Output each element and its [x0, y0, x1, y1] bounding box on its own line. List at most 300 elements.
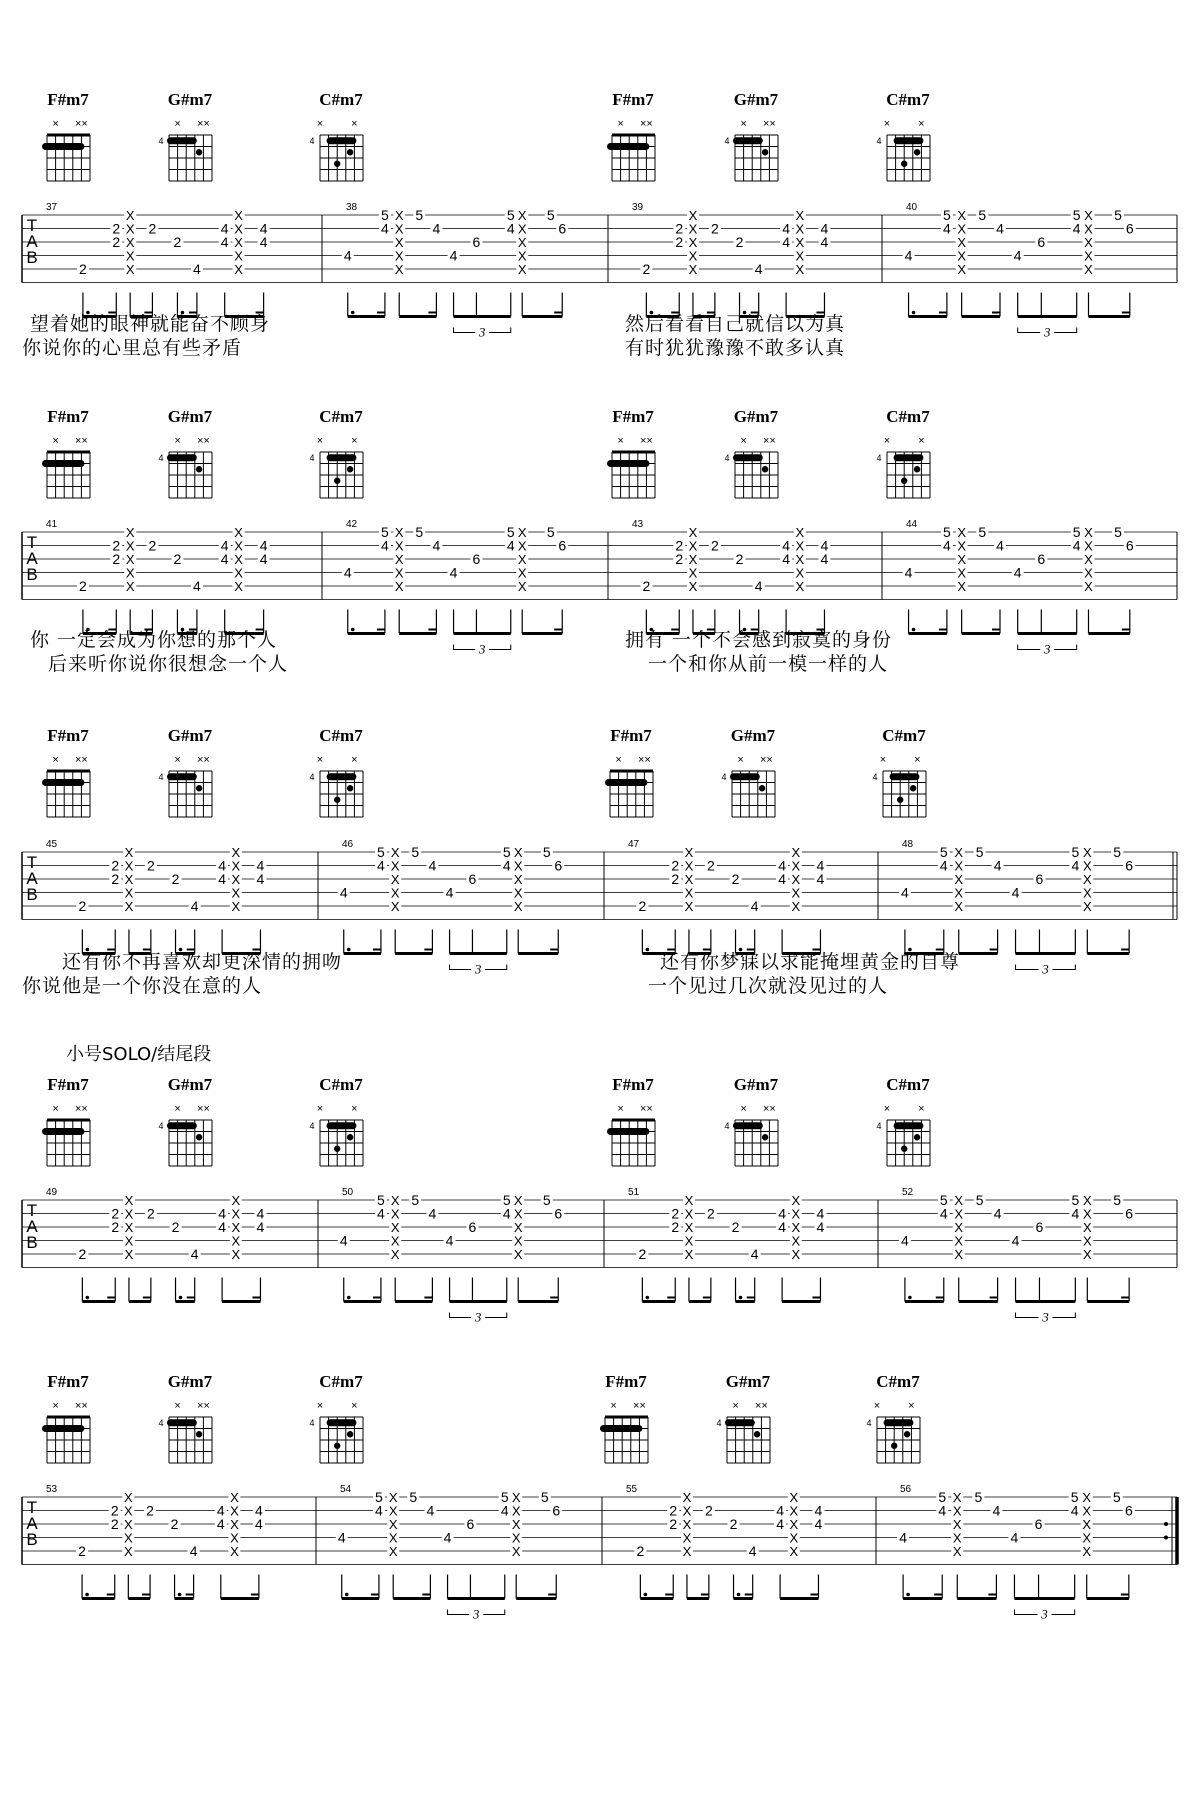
finger-dot — [754, 1431, 760, 1437]
tab-fret-number: 6 — [554, 857, 563, 874]
tab-fret-number: 5 — [540, 1489, 549, 1505]
tab-fret-number: 4 — [1013, 564, 1022, 581]
chord-name: C#m7 — [886, 407, 930, 426]
tab-fret-number: 4 — [782, 234, 790, 250]
tab-muted-stroke: X — [795, 552, 805, 567]
tab-fret-number: 2 — [710, 220, 719, 237]
muted-string-mark: × — [615, 754, 622, 766]
tab-muted-stroke: X — [684, 1193, 694, 1208]
tab-fret-number: 5 — [411, 844, 420, 860]
lyric-line: 望着她的眼神就能奋不顾身 — [30, 313, 271, 335]
muted-string-mark: × — [617, 118, 624, 130]
tab-fret-number: 4 — [1011, 1232, 1020, 1249]
tab-muted-stroke: X — [957, 262, 966, 277]
tab-fret-number: 4 — [256, 871, 265, 887]
dot-rhythm — [646, 1296, 650, 1300]
tab-fret-number: 4 — [220, 537, 229, 554]
barre-dot — [42, 143, 84, 150]
lyric-line: 后来听你说你很想念一个人 — [48, 653, 289, 675]
tab-fret-number: 2 — [729, 1516, 738, 1532]
tab-muted-stroke: X — [513, 1206, 523, 1222]
tab-muted-stroke: X — [791, 899, 801, 914]
finger-dot — [347, 785, 353, 791]
tab-muted-stroke: X — [124, 872, 134, 887]
muted-string-mark: ×× — [754, 1400, 768, 1412]
bar-number: 55 — [626, 1484, 638, 1495]
tab-fret-number: 4 — [814, 1502, 823, 1519]
chord-grid — [47, 1417, 90, 1463]
bar-number: 41 — [46, 519, 58, 530]
tab-fret-number: 2 — [735, 551, 744, 567]
muted-string-mark: ×× — [762, 1103, 776, 1115]
tab-fret-number: 5 — [975, 1192, 984, 1208]
muted-string-mark: ×× — [639, 118, 653, 130]
tab-muted-stroke: X — [513, 872, 523, 887]
tab-muted-stroke: X — [688, 525, 698, 540]
tab-fret-number: 5 — [502, 1192, 511, 1208]
tab-muted-stroke: X — [688, 552, 698, 567]
barre-dot — [607, 143, 649, 150]
muted-string-mark: ×× — [196, 1103, 210, 1115]
tab-muted-stroke: X — [123, 1530, 133, 1546]
finger-dot — [762, 466, 768, 472]
tab-muted-stroke: X — [517, 579, 527, 594]
tab-fret-number: 2 — [710, 537, 719, 554]
tab-fret-number: 4 — [502, 857, 511, 874]
muted-string-mark: × — [174, 1103, 181, 1115]
tab-muted-stroke: X — [231, 858, 241, 874]
tab-fret-number: 2 — [112, 234, 121, 250]
tab-fret-number: 2 — [110, 1502, 119, 1519]
tab-fret-number: 4 — [754, 261, 763, 277]
tab-fret-number: 2 — [112, 220, 121, 237]
tab-fret-number: 4 — [343, 564, 352, 581]
fret-number: 4 — [158, 1418, 164, 1428]
tab-clef-letter: B — [26, 1530, 38, 1549]
tab-muted-stroke: X — [1082, 1193, 1092, 1208]
tab-muted-stroke: X — [517, 525, 527, 540]
tab-muted-stroke: X — [952, 1490, 962, 1505]
tab-muted-stroke: X — [517, 538, 527, 554]
tab-muted-stroke: X — [390, 885, 400, 901]
muted-string-mark: × — [883, 1103, 891, 1115]
tab-muted-stroke: X — [954, 899, 964, 914]
tab-clef-letter: A — [26, 1514, 38, 1533]
bar-number: 54 — [340, 1484, 352, 1495]
chord-name: C#m7 — [886, 1075, 930, 1094]
tab-muted-stroke: X — [394, 262, 404, 277]
tab-fret-number: 4 — [782, 220, 790, 237]
tab-muted-stroke: X — [791, 1233, 801, 1249]
chord-grid — [47, 1120, 90, 1166]
bar-number: 46 — [342, 839, 354, 850]
tab-muted-stroke: X — [390, 1220, 400, 1235]
tab-fret-number: 2 — [148, 220, 157, 237]
muted-string-mark: × — [174, 435, 181, 447]
muted-string-mark: × — [174, 118, 181, 130]
barre-dot — [167, 454, 197, 461]
tab-muted-stroke: X — [954, 1220, 964, 1235]
finger-dot — [196, 149, 202, 155]
tab-muted-stroke: X — [957, 538, 966, 554]
muted-string-mark: × — [883, 435, 891, 447]
muted-string-mark: × — [740, 1103, 747, 1115]
tab-fret-number: 2 — [642, 261, 651, 277]
tab-fret-number: 6 — [468, 871, 477, 887]
tab-muted-stroke: X — [1082, 1544, 1092, 1559]
tab-muted-stroke: X — [123, 1544, 133, 1559]
fret-number: 4 — [309, 772, 315, 782]
tab-muted-stroke: X — [511, 1517, 521, 1532]
finger-dot — [891, 1443, 897, 1449]
tab-fret-number: 4 — [778, 857, 786, 874]
tab-fret-number: 4 — [750, 898, 759, 914]
muted-string-mark: × — [737, 754, 744, 766]
tab-muted-stroke: X — [125, 579, 135, 594]
tab-fret-number: 2 — [638, 898, 647, 914]
tab-fret-number: 4 — [1072, 220, 1081, 237]
tab-fret-number: 6 — [468, 1219, 477, 1235]
finger-dot — [762, 149, 768, 155]
tab-muted-stroke: X — [1082, 872, 1092, 887]
tab-muted-stroke: X — [234, 262, 243, 277]
tab-muted-stroke: X — [682, 1490, 692, 1505]
tab-muted-stroke: X — [394, 525, 404, 540]
finger-dot — [334, 478, 340, 484]
tab-muted-stroke: X — [234, 248, 243, 264]
tab-fret-number: 4 — [943, 537, 951, 554]
tab-fret-number: 4 — [259, 234, 268, 250]
muted-string-mark: × — [316, 118, 324, 130]
dot-rhythm — [737, 1593, 741, 1597]
tab-muted-stroke: X — [1084, 565, 1093, 581]
barre-dot — [42, 1425, 84, 1432]
chord-name: C#m7 — [319, 1075, 363, 1094]
tab-clef-letter: A — [26, 549, 38, 568]
tab-muted-stroke: X — [125, 525, 135, 540]
tab-muted-stroke: X — [234, 538, 243, 554]
bar-number: 38 — [346, 202, 358, 213]
fret-number: 4 — [872, 772, 878, 782]
tab-muted-stroke: X — [688, 565, 698, 581]
tab-fret-number: 5 — [974, 1489, 983, 1505]
tab-fret-number: 4 — [820, 551, 829, 567]
tab-fret-number: 4 — [193, 578, 201, 594]
tab-fret-number: 2 — [112, 551, 121, 567]
tab-muted-stroke: X — [124, 1233, 134, 1249]
tab-fret-number: 4 — [1070, 1502, 1079, 1519]
tab-muted-stroke: X — [124, 1220, 134, 1235]
muted-string-mark: × — [52, 118, 59, 130]
tab-fret-number: 4 — [820, 234, 829, 250]
muted-string-mark: ×× — [759, 754, 773, 766]
tab-fret-number: 6 — [1037, 551, 1046, 567]
tab-fret-number: 4 — [256, 1219, 265, 1235]
tab-muted-stroke: X — [688, 262, 698, 277]
tab-fret-number: 4 — [381, 537, 389, 554]
finger-dot — [334, 1443, 340, 1449]
tab-muted-stroke: X — [390, 845, 400, 860]
tab-fret-number: 2 — [171, 871, 180, 887]
chord-name: F#m7 — [47, 726, 89, 745]
tab-muted-stroke: X — [1082, 1233, 1092, 1249]
tab-fret-number: 4 — [904, 564, 913, 581]
tab-muted-stroke: X — [684, 858, 694, 874]
dot-rhythm — [912, 628, 916, 632]
tab-fret-number: 4 — [259, 551, 268, 567]
chord-name: F#m7 — [612, 407, 654, 426]
tab-fret-number: 2 — [110, 1516, 119, 1532]
chord-name: G#m7 — [725, 1372, 771, 1391]
muted-string-mark: ×× — [196, 118, 210, 130]
tab-muted-stroke: X — [394, 208, 404, 223]
tab-fret-number: 4 — [254, 1516, 263, 1532]
chord-name: G#m7 — [167, 407, 213, 426]
tab-muted-stroke: X — [390, 872, 400, 887]
tab-muted-stroke: X — [123, 1503, 133, 1519]
tab-fret-number: 2 — [78, 1246, 87, 1262]
tab-muted-stroke: X — [1084, 579, 1093, 594]
tab-fret-number: 5 — [943, 207, 951, 223]
tab-fret-number: 2 — [111, 1219, 120, 1235]
tab-fret-number: 4 — [375, 1502, 383, 1519]
fret-number: 4 — [724, 453, 730, 463]
tab-muted-stroke: X — [682, 1517, 692, 1532]
tab-muted-stroke: X — [234, 525, 243, 540]
tab-fret-number: 4 — [377, 1205, 385, 1222]
tab-fret-number: 2 — [669, 1516, 678, 1532]
tab-muted-stroke: X — [684, 1247, 694, 1262]
tab-fret-number: 4 — [500, 1502, 509, 1519]
bar-number: 42 — [346, 519, 358, 530]
tab-fret-number: 4 — [1010, 1529, 1019, 1546]
tab-muted-stroke: X — [791, 1220, 801, 1235]
tab-muted-stroke: X — [682, 1503, 692, 1519]
tab-fret-number: 2 — [675, 537, 684, 554]
tab-muted-stroke: X — [791, 872, 801, 887]
tab-fret-number: 5 — [381, 207, 389, 223]
tab-muted-stroke: X — [682, 1530, 692, 1546]
tab-muted-stroke: X — [394, 538, 404, 554]
tab-muted-stroke: X — [1084, 208, 1093, 223]
tab-muted-stroke: X — [390, 858, 400, 874]
section-label: 小号SOLO/结尾段 — [66, 1044, 212, 1065]
tab-fret-number: 6 — [472, 551, 481, 567]
tab-muted-stroke: X — [1082, 1206, 1092, 1222]
tab-muted-stroke: X — [230, 1490, 239, 1505]
tab-fret-number: 2 — [79, 261, 87, 277]
tab-fret-number: 4 — [190, 1246, 199, 1262]
tab-system — [22, 90, 1177, 359]
tab-muted-stroke: X — [791, 845, 801, 860]
tab-muted-stroke: X — [954, 845, 964, 860]
tab-fret-number: 4 — [993, 857, 1002, 874]
tab-muted-stroke: X — [791, 1193, 801, 1208]
bar-number: 40 — [906, 202, 918, 213]
tab-fret-number: 4 — [426, 1502, 435, 1519]
tab-muted-stroke: X — [231, 899, 241, 914]
muted-string-mark: ×× — [196, 435, 210, 447]
tab-clef-letter: B — [26, 248, 38, 267]
tab-muted-stroke: X — [511, 1503, 521, 1519]
tab-muted-stroke: X — [230, 1544, 239, 1559]
tab-fret-number: 4 — [778, 871, 786, 887]
tab-fret-number: 5 — [1113, 844, 1122, 860]
muted-string-mark: × — [174, 754, 181, 766]
tab-muted-stroke: X — [513, 858, 523, 874]
muted-string-mark: × — [351, 435, 358, 447]
tab-fret-number: 4 — [901, 884, 909, 901]
tab-fret-number: 5 — [375, 1489, 383, 1505]
lyric-line: 有时犹犹豫豫不敢多认真 — [625, 337, 846, 359]
muted-string-mark: ×× — [74, 118, 88, 130]
tab-muted-stroke: X — [954, 885, 964, 901]
tab-fret-number: 6 — [472, 234, 481, 250]
tab-muted-stroke: X — [954, 1247, 964, 1262]
tab-muted-stroke: X — [684, 885, 694, 901]
tab-muted-stroke: X — [1082, 885, 1092, 901]
tab-muted-stroke: X — [1082, 1503, 1092, 1519]
chord-name: G#m7 — [167, 1075, 213, 1094]
tab-fret-number: 4 — [502, 1205, 511, 1222]
tab-muted-stroke: X — [795, 262, 805, 277]
tab-fret-number: 2 — [170, 1516, 179, 1532]
tab-fret-number: 5 — [381, 524, 389, 540]
fret-number: 4 — [309, 1418, 315, 1428]
chord-name: F#m7 — [612, 90, 654, 109]
tab-muted-stroke: X — [123, 1517, 133, 1532]
triplet-label: 3 — [1043, 641, 1051, 657]
tab-fret-number: 4 — [218, 1219, 226, 1235]
tab-muted-stroke: X — [511, 1490, 521, 1505]
tab-muted-stroke: X — [795, 221, 805, 237]
tab-muted-stroke: X — [513, 1193, 523, 1208]
tab-muted-stroke: X — [124, 1206, 134, 1222]
tab-fret-number: 4 — [428, 857, 437, 874]
chord-grid — [47, 135, 90, 181]
tab-fret-number: 5 — [938, 1489, 947, 1505]
finger-dot — [347, 1134, 353, 1140]
bar-number: 48 — [902, 839, 914, 850]
tab-fret-number: 6 — [558, 537, 567, 554]
chord-name: F#m7 — [47, 90, 89, 109]
tab-fret-number: 2 — [671, 1205, 680, 1222]
tab-muted-stroke: X — [234, 552, 243, 567]
muted-string-mark: × — [918, 118, 925, 130]
chord-name: F#m7 — [612, 1075, 654, 1094]
tab-clef-letter: B — [26, 1233, 38, 1252]
chord-name: C#m7 — [319, 726, 363, 745]
tab-fret-number: 2 — [731, 1219, 740, 1235]
tab-muted-stroke: X — [795, 538, 805, 554]
tab-clef-letter: A — [26, 1217, 38, 1236]
barre-dot — [167, 137, 197, 144]
muted-string-mark: × — [52, 435, 59, 447]
tab-fret-number: 4 — [256, 857, 265, 874]
bar-number: 51 — [628, 1187, 640, 1198]
tab-fret-number: 2 — [706, 1205, 715, 1222]
barre-dot — [733, 454, 763, 461]
tab-muted-stroke: X — [231, 1233, 241, 1249]
muted-string-mark: ×× — [632, 1400, 646, 1412]
dot-rhythm — [345, 1593, 349, 1597]
tab-fret-number: 2 — [675, 551, 684, 567]
tab-fret-number: 4 — [816, 857, 825, 874]
tab-fret-number: 4 — [449, 247, 458, 264]
tab-muted-stroke: X — [513, 899, 523, 914]
barre-dot — [607, 460, 649, 467]
finger-dot — [196, 1431, 202, 1437]
lyric-line: 一个见过几次就没见过的人 — [648, 975, 889, 997]
lyric-line: 还有你不再喜欢却更深情的拥吻 — [62, 951, 343, 973]
triplet-label: 3 — [1042, 961, 1049, 977]
tab-fret-number: 2 — [675, 220, 684, 237]
barre-dot — [894, 137, 924, 144]
tab-fret-number: 5 — [506, 524, 515, 540]
tab-muted-stroke: X — [795, 235, 805, 250]
tab-system — [22, 1372, 1177, 1622]
barre-dot — [725, 1419, 755, 1426]
tab-muted-stroke: X — [957, 235, 966, 250]
barre-dot — [327, 773, 357, 780]
finger-dot — [901, 1146, 907, 1152]
tab-fret-number: 4 — [190, 898, 199, 914]
muted-string-mark: × — [918, 1103, 925, 1115]
triplet-label: 3 — [478, 641, 486, 657]
tab-fret-number: 2 — [79, 578, 87, 594]
muted-string-mark: ×× — [639, 435, 653, 447]
tab-muted-stroke: X — [795, 248, 805, 264]
tab-muted-stroke: X — [1084, 525, 1093, 540]
chord-name: G#m7 — [167, 1372, 213, 1391]
tab-fret-number: 4 — [899, 1529, 907, 1546]
chord-name: G#m7 — [167, 726, 213, 745]
tab-muted-stroke: X — [1084, 538, 1093, 554]
chord-name: G#m7 — [730, 726, 776, 745]
chord-name: G#m7 — [733, 90, 779, 109]
fret-number: 4 — [724, 136, 730, 146]
tab-fret-number: 4 — [189, 1543, 198, 1559]
tab-fret-number: 4 — [1071, 857, 1080, 874]
chord-name: G#m7 — [733, 1075, 779, 1094]
tab-muted-stroke: X — [511, 1544, 521, 1559]
lyric-line: 你 一定会成为你想的那个人 — [30, 629, 278, 651]
tab-muted-stroke: X — [234, 208, 243, 223]
chord-name: F#m7 — [47, 1075, 89, 1094]
tab-muted-stroke: X — [791, 1247, 801, 1262]
tab-fret-number: 5 — [542, 1192, 551, 1208]
tab-fret-number: 4 — [506, 537, 515, 554]
triplet-label: 3 — [1042, 1309, 1049, 1325]
tab-muted-stroke: X — [394, 248, 404, 264]
tab-fret-number: 2 — [671, 1219, 680, 1235]
tab-muted-stroke: X — [231, 1193, 241, 1208]
barre-dot — [167, 1122, 197, 1129]
muted-string-mark: ×× — [639, 1103, 653, 1115]
muted-string-mark: × — [52, 754, 59, 766]
finger-dot — [334, 161, 340, 167]
dot-rhythm — [351, 311, 355, 315]
tab-muted-stroke: X — [957, 565, 966, 581]
tab-fret-number: 2 — [146, 1502, 154, 1519]
dot-rhythm — [179, 1296, 183, 1300]
muted-string-mark: ×× — [74, 435, 88, 447]
tab-fret-number: 4 — [904, 247, 913, 264]
tab-muted-stroke: X — [684, 845, 694, 860]
tab-clef-letter: B — [26, 565, 38, 584]
tab-fret-number: 4 — [381, 220, 389, 237]
muted-string-mark: × — [918, 435, 925, 447]
